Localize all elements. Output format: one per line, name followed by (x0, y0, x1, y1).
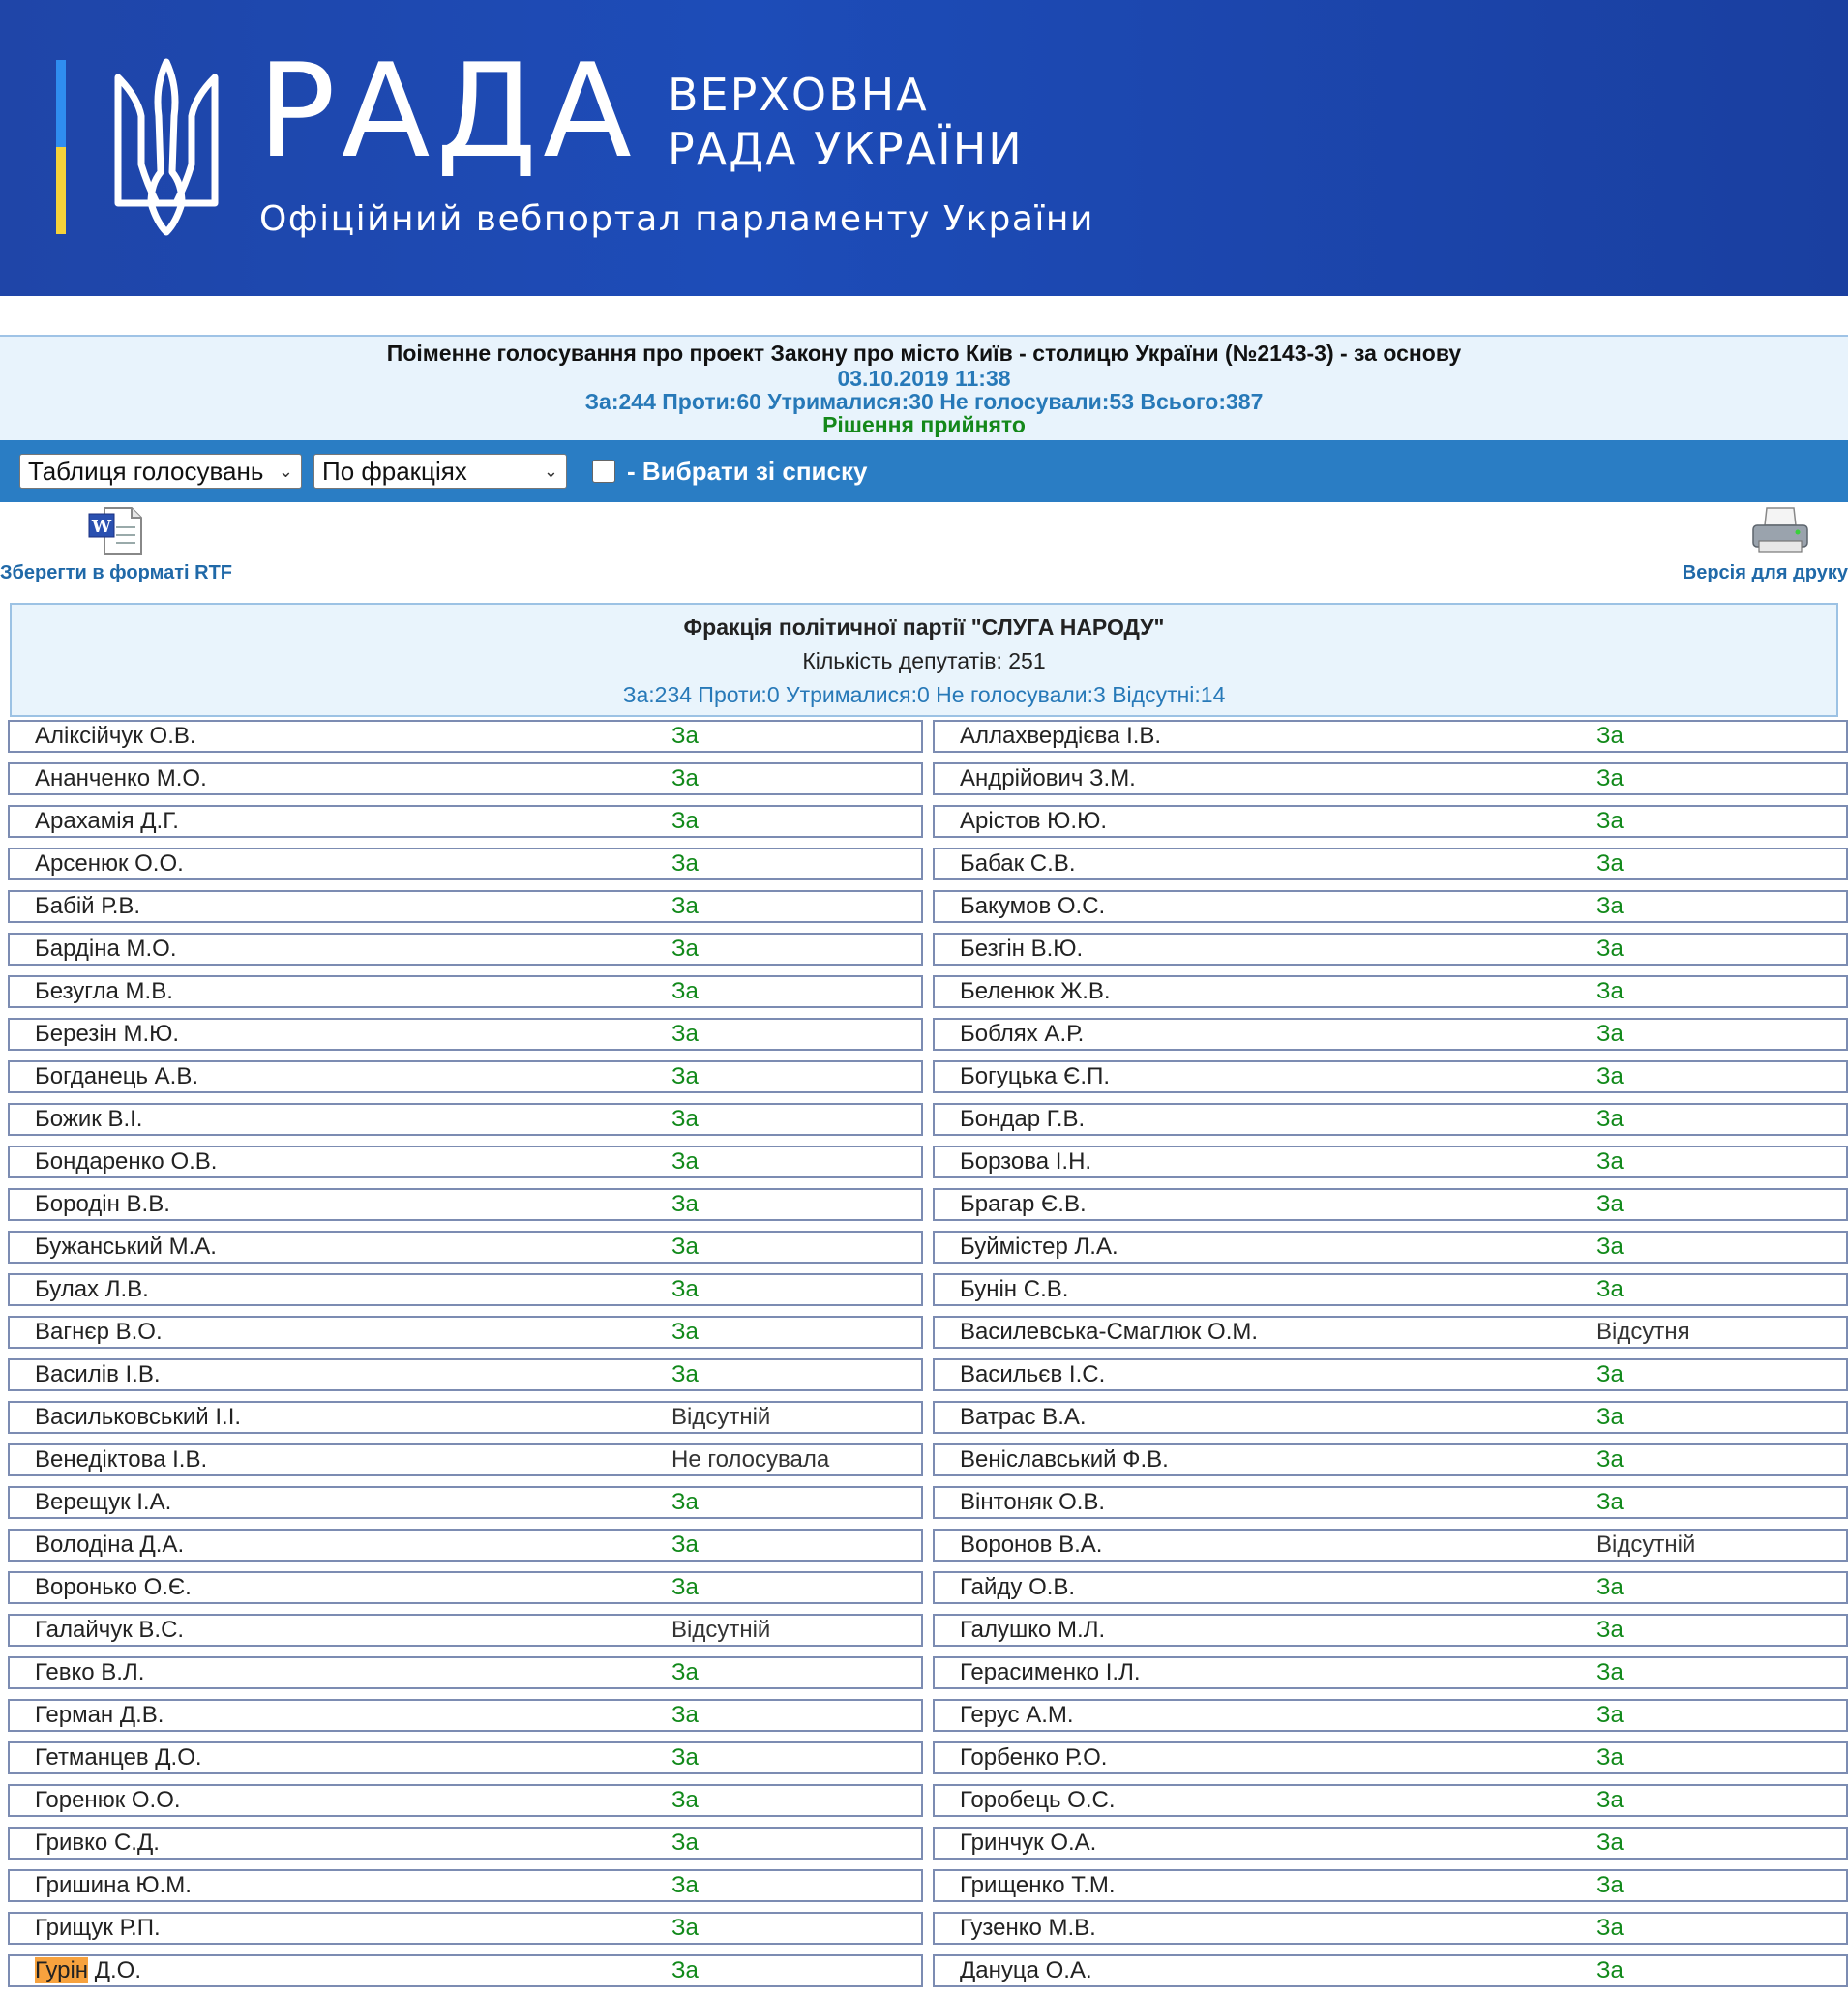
deputy-cell (933, 1146, 1848, 1178)
deputy-vote: За (1596, 1574, 1624, 1600)
deputy-name[interactable]: Бондар Г.В. (960, 1106, 1086, 1132)
rada-logotype: РАДА (257, 36, 638, 187)
deputy-cell (933, 890, 1848, 923)
deputy-cell (933, 805, 1848, 838)
table-row (8, 717, 1848, 759)
deputy-vote: За (671, 1872, 699, 1898)
deputy-cell (933, 762, 1848, 795)
deputy-name[interactable]: Гришина Ю.М. (35, 1872, 192, 1898)
deputy-name[interactable]: Ватрас В.А. (960, 1404, 1087, 1430)
deputies-vote-table (8, 717, 1848, 1994)
deputy-cell (8, 1358, 923, 1391)
deputy-name[interactable]: Березін М.Ю. (35, 1021, 180, 1047)
deputy-vote: За (1596, 1617, 1624, 1643)
deputy-name[interactable]: Герус А.М. (960, 1702, 1074, 1728)
deputy-name[interactable]: Безгін В.Ю. (960, 936, 1084, 962)
deputy-name[interactable]: Грищенко Т.М. (960, 1872, 1116, 1898)
deputy-vote: За (671, 723, 699, 749)
deputy-name[interactable]: Ананченко М.О. (35, 765, 207, 791)
choose-from-list-label[interactable]: - Вибрати зі списку (627, 456, 868, 486)
deputy-name[interactable]: Безугла М.В. (35, 978, 173, 1004)
deputy-cell (933, 975, 1848, 1008)
deputy-name[interactable]: Боблях А.Р. (960, 1021, 1085, 1047)
deputy-name[interactable]: Арсенюк О.О. (35, 850, 184, 877)
deputy-name[interactable]: Богданець А.В. (35, 1063, 198, 1089)
deputy-cell (8, 1146, 923, 1178)
deputy-cell (933, 1741, 1848, 1774)
filter-toolbar (0, 440, 1848, 502)
deputy-name[interactable]: Галайчук В.С. (35, 1617, 185, 1643)
deputy-name[interactable]: Василів І.В. (35, 1361, 161, 1387)
deputy-name[interactable]: Гринчук О.А. (960, 1830, 1097, 1856)
deputy-name-rest: Д.О. (88, 1957, 141, 1983)
deputy-cell (933, 848, 1848, 880)
deputy-cell (933, 1954, 1848, 1987)
deputy-cell (8, 1188, 923, 1221)
deputy-name[interactable]: Богуцька Є.П. (960, 1063, 1110, 1089)
chevron-down-icon: ⌄ (278, 461, 293, 481)
deputy-cell (8, 805, 923, 838)
deputy-name[interactable]: Василевська-Смаглюк О.М. (960, 1319, 1259, 1345)
deputy-name[interactable]: Герман Д.В. (35, 1702, 164, 1728)
deputy-name[interactable]: Горенюк О.О. (35, 1787, 181, 1813)
table-row (8, 845, 1848, 887)
deputy-vote: За (671, 1021, 699, 1047)
deputy-vote: За (1596, 1915, 1624, 1941)
table-row (8, 1015, 1848, 1057)
deputy-vote: За (671, 1957, 699, 1983)
deputy-name[interactable]: Воронько О.Є. (35, 1574, 192, 1600)
faction-tally: За:234 Проти:0 Утрималися:0 Не голосували:3 Відсутні:14 (622, 682, 1226, 707)
deputy-cell (8, 1741, 923, 1774)
deputy-vote: За (1596, 765, 1624, 791)
deputy-name[interactable]: Гривко С.Д. (35, 1830, 160, 1856)
deputy-vote: За (671, 893, 699, 919)
deputy-vote: За (671, 1489, 699, 1515)
deputy-cell (8, 1273, 923, 1306)
deputy-vote: За (1596, 1489, 1624, 1515)
deputy-name[interactable]: Арістов Ю.Ю. (960, 808, 1108, 834)
deputy-vote: За (1596, 1148, 1624, 1175)
deputy-name[interactable]: Горобець О.С. (960, 1787, 1116, 1813)
deputy-vote: За (1596, 723, 1624, 749)
deputy-name[interactable]: Герасименко І.Л. (960, 1659, 1141, 1685)
deputy-cell (8, 1486, 923, 1519)
deputy-cell (8, 1231, 923, 1264)
deputy-cell (933, 1614, 1848, 1647)
table-row (8, 1270, 1848, 1313)
print-version-label[interactable]: Версія для друку (1682, 562, 1848, 583)
deputy-vote: За (1596, 1702, 1624, 1728)
rada-line-2: РАДА УКРАЇНИ (668, 123, 1024, 175)
trident-emblem-icon (108, 58, 224, 236)
deputy-name[interactable]: Венедіктова І.В. (35, 1446, 208, 1473)
deputy-cell (8, 1699, 923, 1732)
deputy-vote: За (1596, 808, 1624, 834)
deputy-vote: За (1596, 1063, 1624, 1089)
deputy-name[interactable]: Володіна Д.А. (35, 1532, 185, 1558)
deputy-cell (8, 933, 923, 966)
deputy-vote: За (671, 1915, 699, 1941)
deputy-name[interactable]: Вагнєр В.О. (35, 1319, 163, 1345)
deputy-vote: За (671, 1744, 699, 1771)
deputy-cell (8, 1401, 923, 1434)
deputy-name[interactable]: Бабій Р.В. (35, 893, 141, 919)
deputy-cell (933, 1103, 1848, 1136)
table-row (8, 1951, 1848, 1994)
deputy-cell (933, 1699, 1848, 1732)
deputy-name[interactable]: Гузенко М.В. (960, 1915, 1096, 1941)
deputy-vote: За (671, 1106, 699, 1132)
rada-line-1: ВЕРХОВНА (668, 69, 929, 121)
deputy-name[interactable]: Бардіна М.О. (35, 936, 177, 962)
deputy-vote: За (671, 1063, 699, 1089)
deputy-vote: За (671, 808, 699, 834)
deputy-name[interactable]: Гетманцев Д.О. (35, 1744, 202, 1771)
deputy-cell (933, 1060, 1848, 1093)
deputy-vote: За (1596, 1659, 1624, 1685)
deputy-cell (8, 1656, 923, 1689)
table-row (8, 1909, 1848, 1951)
deputy-vote: За (671, 765, 699, 791)
print-version-link[interactable] (1683, 506, 1848, 584)
deputy-vote: За (671, 936, 699, 962)
table-row (8, 1441, 1848, 1483)
faction-name: Фракція політичної партії "СЛУГА НАРОДУ" (683, 614, 1165, 640)
search-highlight: Гурін (35, 1957, 89, 1983)
deputy-vote: Відсутній (671, 1617, 771, 1643)
deputy-cell (933, 1571, 1848, 1604)
deputy-name[interactable]: Галушко М.Л. (960, 1617, 1106, 1643)
deputy-vote: За (1596, 936, 1624, 962)
deputy-name[interactable]: Гайду О.В. (960, 1574, 1076, 1600)
flag-stripe (56, 60, 66, 234)
deputy-vote: За (671, 1702, 699, 1728)
deputy-name[interactable]: Булах Л.В. (35, 1276, 149, 1302)
table-row (8, 1781, 1848, 1824)
table-row (8, 1185, 1848, 1228)
deputy-vote: За (1596, 1106, 1624, 1132)
chevron-down-icon: ⌄ (543, 461, 558, 481)
deputy-vote: За (1596, 850, 1624, 877)
table-row (8, 1866, 1848, 1909)
deputy-name[interactable]: Гевко В.Л. (35, 1659, 145, 1685)
deputy-cell (933, 1912, 1848, 1945)
table-row (8, 1526, 1848, 1568)
deputy-vote: За (671, 1361, 699, 1387)
deputy-name[interactable]: Грищук Р.П. (35, 1915, 161, 1941)
deputy-cell (8, 1614, 923, 1647)
deputy-name[interactable]: Борзова І.Н. (960, 1148, 1092, 1175)
table-row (8, 1355, 1848, 1398)
vote-title: Поіменне голосування про проект Закону про місто Київ - столицю України (№2143-3) - за основу (386, 341, 1462, 366)
svg-text:W: W (91, 517, 112, 537)
deputy-cell (8, 1869, 923, 1902)
deputy-cell (8, 762, 923, 795)
table-row (8, 1696, 1848, 1739)
deputy-name[interactable]: Божик В.І. (35, 1106, 143, 1132)
deputy-vote: За (1596, 1361, 1624, 1387)
rada-full-name (668, 68, 1024, 176)
deputy-cell (933, 720, 1848, 753)
vote-result: Рішення прийнято (822, 412, 1026, 437)
deputy-name[interactable]: Бородін В.В. (35, 1191, 170, 1217)
deputy-cell (8, 848, 923, 880)
deputy-cell (933, 1784, 1848, 1817)
table-row (8, 1653, 1848, 1696)
deputy-vote: За (1596, 1234, 1624, 1260)
deputy-vote: За (1596, 1872, 1624, 1898)
printer-icon[interactable] (1749, 506, 1811, 554)
deputy-name[interactable]: Арахамія Д.Г. (35, 808, 179, 834)
deputy-cell (8, 890, 923, 923)
save-rtf-label[interactable]: Зберегти в форматі RTF (0, 562, 233, 583)
deputy-vote: За (1596, 893, 1624, 919)
deputy-vote: За (1596, 1021, 1624, 1047)
deputy-name[interactable]: Бужанський М.А. (35, 1234, 217, 1260)
save-rtf-link[interactable] (0, 506, 252, 584)
deputy-vote: За (671, 1191, 699, 1217)
deputy-name[interactable]: Андрійович З.М. (960, 765, 1136, 791)
deputy-vote: За (671, 1532, 699, 1558)
deputy-cell (8, 1912, 923, 1945)
deputy-vote: За (1596, 1787, 1624, 1813)
deputy-name[interactable]: Веніславський Ф.В. (960, 1446, 1169, 1473)
deputy-name[interactable] (35, 1957, 141, 1984)
deputy-cell (933, 1529, 1848, 1562)
deputy-vote: За (671, 1830, 699, 1856)
deputy-cell (933, 1827, 1848, 1860)
deputy-cell (8, 1571, 923, 1604)
deputy-cell (933, 1401, 1848, 1434)
deputy-name[interactable]: Бабак С.В. (960, 850, 1076, 877)
deputy-vote: За (1596, 978, 1624, 1004)
group-select-value: По фракціях (322, 456, 467, 486)
deputy-cell (8, 1954, 923, 1987)
deputy-cell (933, 1656, 1848, 1689)
deputy-vote: За (1596, 1830, 1624, 1856)
deputy-name[interactable]: Беленюк Ж.В. (960, 978, 1111, 1004)
table-row (8, 1313, 1848, 1355)
deputy-name[interactable]: Бунін С.В. (960, 1276, 1069, 1302)
vote-tally: За:244 Проти:60 Утрималися:30 Не голосували:53 Всього:387 (584, 389, 1264, 414)
deputy-cell (8, 975, 923, 1008)
view-select-value: Таблиця голосувань (28, 456, 264, 486)
deputy-name[interactable]: Бакумов О.С. (960, 893, 1106, 919)
deputy-cell (8, 720, 923, 753)
deputy-vote: За (671, 1234, 699, 1260)
word-document-icon[interactable] (87, 506, 145, 556)
table-row (8, 1483, 1848, 1526)
table-row (8, 802, 1848, 845)
table-row (8, 1568, 1848, 1611)
vote-summary (0, 335, 1848, 440)
deputy-name[interactable]: Воронов В.А. (960, 1532, 1103, 1558)
deputy-cell (8, 1827, 923, 1860)
deputy-vote: За (671, 1659, 699, 1685)
deputy-cell (933, 1316, 1848, 1349)
table-row (8, 759, 1848, 802)
deputy-name[interactable]: Вінтоняк О.В. (960, 1489, 1106, 1515)
deputy-vote: Відсутня (1596, 1319, 1690, 1345)
deputy-cell (933, 1486, 1848, 1519)
deputy-vote: За (671, 1276, 699, 1302)
table-row (8, 1100, 1848, 1143)
deputy-vote: Відсутній (671, 1404, 771, 1430)
deputy-name[interactable]: Аліксійчук О.В. (35, 723, 196, 749)
deputy-cell (8, 1529, 923, 1562)
table-row (8, 972, 1848, 1015)
deputy-name[interactable]: Дануца О.А. (960, 1957, 1092, 1983)
table-row (8, 1143, 1848, 1185)
view-select[interactable] (19, 454, 302, 489)
deputy-name[interactable]: Васильковський І.І. (35, 1404, 242, 1430)
deputy-vote: За (671, 1787, 699, 1813)
deputy-cell (8, 1316, 923, 1349)
deputy-vote: Не голосувала (671, 1446, 830, 1473)
deputy-cell (8, 1103, 923, 1136)
table-row (8, 1398, 1848, 1441)
deputy-cell (8, 1443, 923, 1476)
deputy-name[interactable]: Горбенко Р.О. (960, 1744, 1108, 1771)
faction-header (10, 603, 1838, 717)
deputy-cell (933, 1018, 1848, 1051)
site-header (0, 0, 1848, 296)
table-row (8, 887, 1848, 930)
deputy-cell (8, 1784, 923, 1817)
deputy-vote: За (671, 1574, 699, 1600)
deputy-name[interactable]: Аллахвердієва І.В. (960, 723, 1162, 749)
deputy-vote: Відсутній (1596, 1532, 1696, 1558)
vote-datetime: 03.10.2019 11:38 (837, 366, 1011, 391)
deputy-cell (933, 1188, 1848, 1221)
table-row (8, 930, 1848, 972)
deputy-vote: За (671, 1148, 699, 1175)
deputy-cell (933, 1231, 1848, 1264)
group-select[interactable] (313, 454, 567, 489)
faction-count: Кількість депутатів: 251 (802, 648, 1046, 673)
deputy-vote: За (671, 850, 699, 877)
deputy-vote: За (671, 978, 699, 1004)
deputy-vote: За (1596, 1404, 1624, 1430)
deputy-cell (933, 1443, 1848, 1476)
deputy-cell (933, 933, 1848, 966)
deputy-vote: За (1596, 1446, 1624, 1473)
deputy-cell (933, 1358, 1848, 1391)
deputy-vote: За (1596, 1957, 1624, 1983)
table-row (8, 1057, 1848, 1100)
deputy-name[interactable]: Бондаренко О.В. (35, 1148, 218, 1175)
table-row (8, 1228, 1848, 1270)
deputy-vote: За (671, 1319, 699, 1345)
export-actions (0, 502, 1848, 595)
deputy-cell (933, 1869, 1848, 1902)
deputy-name[interactable]: Буймістер Л.А. (960, 1234, 1118, 1260)
choose-from-list-checkbox[interactable] (592, 460, 615, 483)
table-row (8, 1824, 1848, 1866)
deputy-name[interactable]: Верещук І.А. (35, 1489, 172, 1515)
deputy-name[interactable]: Брагар Є.В. (960, 1191, 1087, 1217)
deputy-vote: За (1596, 1191, 1624, 1217)
deputy-name[interactable]: Васильєв І.С. (960, 1361, 1106, 1387)
deputy-cell (8, 1018, 923, 1051)
table-row (8, 1739, 1848, 1781)
deputy-vote: За (1596, 1744, 1624, 1771)
deputy-cell (8, 1060, 923, 1093)
table-row (8, 1611, 1848, 1653)
deputy-vote: За (1596, 1276, 1624, 1302)
portal-tagline: Офіційний вебпортал парламенту України (259, 199, 1094, 239)
deputy-cell (933, 1273, 1848, 1306)
